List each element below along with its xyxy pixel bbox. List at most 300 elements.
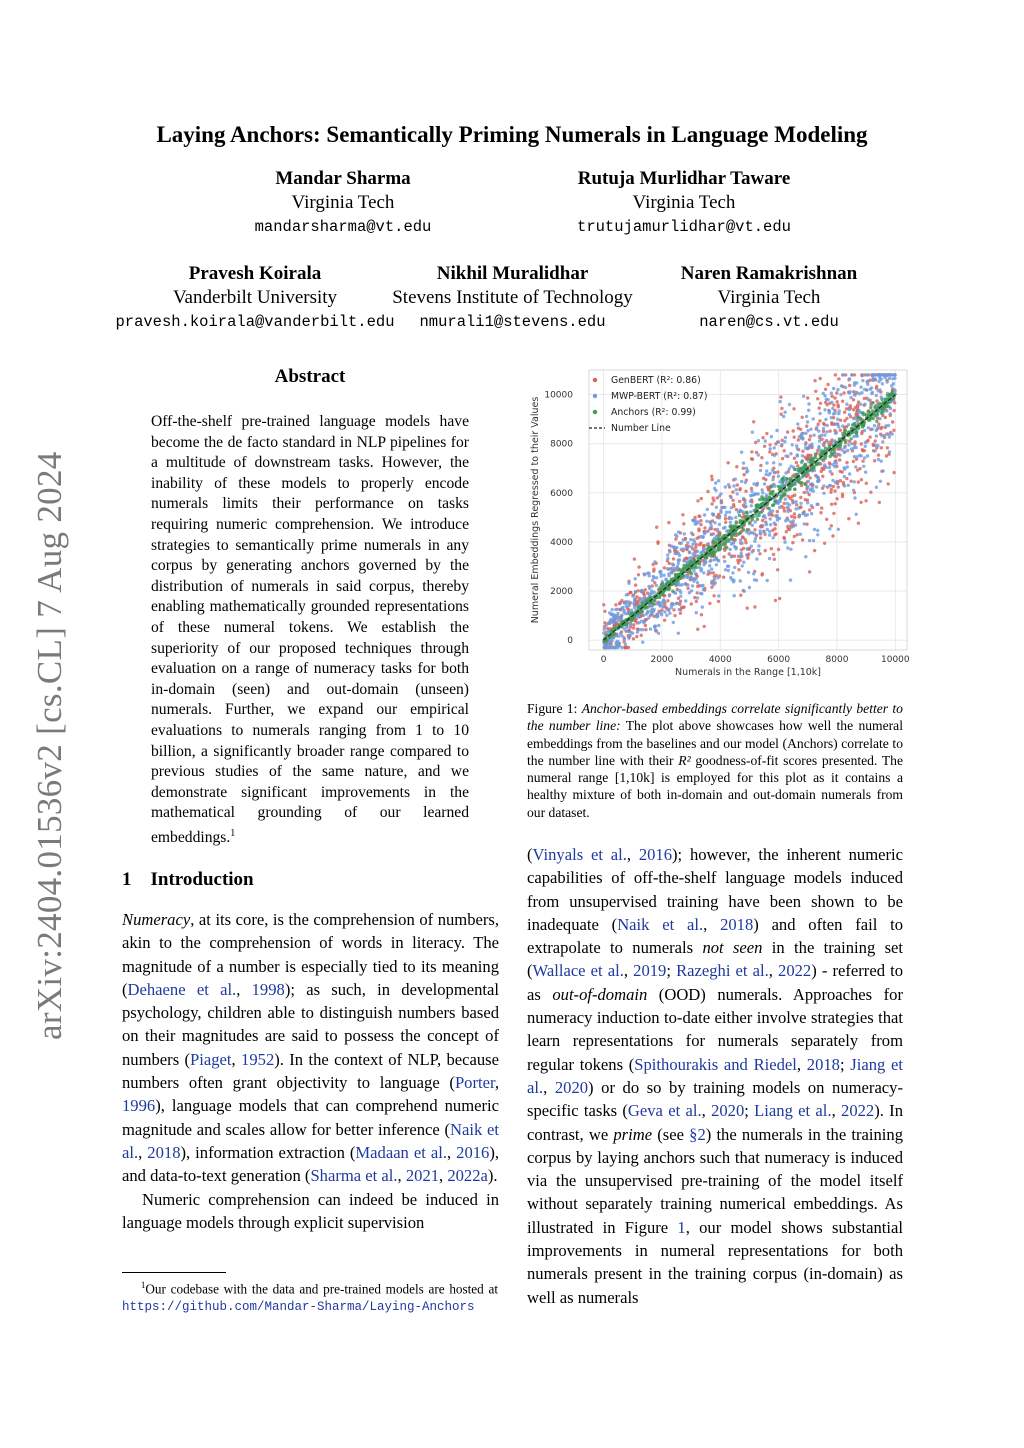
- data-point: [733, 594, 736, 597]
- footnote-marker[interactable]: 1: [230, 827, 236, 839]
- data-point: [700, 613, 703, 616]
- data-point: [749, 510, 752, 513]
- data-point: [710, 567, 713, 570]
- data-point: [701, 605, 704, 608]
- citation-link[interactable]: 2021: [405, 1166, 440, 1186]
- data-point: [849, 437, 852, 440]
- data-point: [627, 646, 630, 649]
- data-point: [750, 450, 753, 453]
- data-point: [777, 548, 780, 551]
- data-point: [722, 542, 725, 545]
- data-point: [814, 453, 817, 456]
- citation-link[interactable]: 1996: [122, 1096, 156, 1116]
- data-point: [694, 572, 697, 575]
- data-point: [768, 496, 771, 499]
- data-point: [834, 373, 837, 376]
- data-point: [775, 429, 778, 432]
- scatter-chart: [525, 362, 920, 684]
- data-point: [820, 506, 823, 509]
- citation-link[interactable]: Razeghi et al.: [676, 961, 769, 981]
- data-point: [825, 466, 828, 469]
- data-point: [722, 576, 725, 579]
- data-point: [771, 468, 774, 471]
- citation-link[interactable]: Liang et al.: [754, 1101, 832, 1121]
- data-point: [863, 403, 866, 406]
- data-point: [832, 403, 835, 406]
- data-point: [831, 463, 834, 466]
- data-point: [755, 504, 758, 507]
- data-point: [773, 446, 776, 449]
- data-point: [709, 521, 712, 524]
- data-point: [800, 481, 803, 484]
- data-point: [812, 460, 815, 463]
- data-point: [828, 527, 831, 530]
- data-point: [859, 385, 862, 388]
- data-point: [658, 596, 661, 599]
- data-point: [774, 599, 777, 602]
- data-point: [672, 608, 675, 611]
- data-point: [800, 434, 803, 437]
- data-point: [603, 610, 606, 613]
- citation-link[interactable]: Geva et al.: [627, 1101, 702, 1121]
- data-point: [624, 643, 627, 646]
- data-point: [813, 379, 816, 382]
- data-point: [667, 608, 670, 611]
- data-point: [847, 517, 850, 520]
- data-point: [781, 457, 784, 460]
- data-point: [703, 544, 706, 547]
- data-point: [826, 398, 829, 401]
- data-point: [784, 436, 787, 439]
- data-point: [795, 503, 798, 506]
- data-point: [634, 577, 637, 580]
- data-point: [768, 450, 771, 453]
- data-point: [653, 560, 656, 563]
- citation-link[interactable]: 2018: [806, 1054, 840, 1074]
- data-point: [837, 377, 840, 380]
- data-point: [836, 418, 839, 421]
- data-point: [864, 445, 867, 448]
- data-point: [852, 460, 855, 463]
- data-point: [765, 432, 768, 435]
- data-point: [863, 397, 866, 400]
- data-point: [622, 610, 625, 613]
- data-point: [689, 538, 692, 541]
- data-point: [646, 572, 649, 575]
- data-point: [768, 443, 771, 446]
- citation-link[interactable]: Wallace et al.: [532, 961, 624, 981]
- data-point: [843, 419, 846, 422]
- data-point: [822, 392, 825, 395]
- data-point: [793, 494, 796, 497]
- data-point: [655, 584, 658, 587]
- data-point: [603, 646, 606, 649]
- data-point: [838, 453, 841, 456]
- citation-link[interactable]: 2020: [554, 1077, 589, 1097]
- data-point: [830, 503, 833, 506]
- data-point: [789, 578, 792, 581]
- data-point: [672, 603, 675, 606]
- data-point: [718, 533, 721, 536]
- data-point: [724, 521, 727, 524]
- data-point: [780, 413, 783, 416]
- x-axis-label: Numerals in the Range [1,10k]: [674, 667, 822, 678]
- data-point: [816, 475, 819, 478]
- data-point: [870, 386, 873, 389]
- data-point: [833, 489, 836, 492]
- data-point: [852, 408, 855, 411]
- data-point: [757, 492, 760, 495]
- citation-link[interactable]: 1952: [241, 1049, 275, 1069]
- data-point: [710, 524, 713, 527]
- data-point: [857, 522, 860, 525]
- data-point: [815, 485, 818, 488]
- data-point: [700, 567, 703, 570]
- data-point: [848, 377, 851, 380]
- data-point: [783, 541, 786, 544]
- data-point: [784, 489, 787, 492]
- data-point: [746, 469, 749, 472]
- data-point: [824, 418, 827, 421]
- citation-link[interactable]: Sharma et al.: [310, 1166, 398, 1186]
- data-point: [739, 538, 742, 541]
- data-point: [696, 585, 699, 588]
- data-point: [642, 572, 645, 575]
- citation-link[interactable]: Madaan et al.: [355, 1142, 447, 1162]
- citation-link[interactable]: 2016: [638, 845, 673, 864]
- data-point: [817, 429, 820, 432]
- abstract-text: Off-the-shelf pre-trained language models have become the de facto standard in NLP pipelines for a multitude of downstream tasks. However, the inability of these models to properly encode numerals limits their performance on tasks requiring numeric comprehension. We introduce strategies to semantically prime numerals in any corpus by generating anchors governed by the distribution of numerals in said corpus, thereby enabling mathematically grounded representations of these numeral tokens. We establish the superiority of our proposed techniques through evaluation on a range of numeracy tasks for both in-domain (seen) and out-domain (unseen) numerals. Further, we expand our empirical evaluations to numerals ranging from 1 to 10 billion, a significantly broader range compared to previous studies of the same nature, and we demonstrate significant improvements in the mathematical grounding of our learned embeddings.$^1$: [151, 413, 469, 847]
- data-point: [866, 439, 869, 442]
- data-point: [729, 548, 732, 551]
- data-point: [825, 518, 828, 521]
- data-point: [650, 613, 653, 616]
- citation-link[interactable]: 2022: [841, 1101, 875, 1121]
- data-point: [843, 411, 846, 414]
- data-point: [678, 602, 681, 605]
- y-tick-label: 10000: [544, 390, 573, 401]
- citation-link[interactable]: Jiang et al.: [527, 1054, 904, 1097]
- data-point: [636, 631, 639, 634]
- data-point: [708, 602, 711, 605]
- citation-link[interactable]: 2018: [720, 914, 754, 934]
- data-point: [771, 493, 774, 496]
- data-point: [732, 525, 735, 528]
- citation-link[interactable]: Porter: [454, 1073, 495, 1093]
- data-point: [804, 463, 807, 466]
- data-point: [713, 521, 716, 524]
- author-name: Nikhil Muralidhar: [436, 263, 589, 284]
- data-point: [842, 373, 845, 376]
- data-point: [627, 602, 630, 605]
- data-point: [672, 582, 675, 585]
- data-point: [786, 546, 789, 549]
- data-point: [724, 485, 727, 488]
- data-point: [756, 518, 759, 521]
- data-point: [666, 599, 669, 602]
- data-point: [791, 541, 794, 544]
- data-point: [806, 486, 809, 489]
- data-point: [620, 646, 623, 649]
- data-point: [806, 396, 809, 399]
- data-point: [602, 603, 605, 606]
- data-point: [740, 542, 743, 545]
- data-point: [847, 484, 850, 487]
- data-point: [712, 571, 715, 574]
- data-point: [853, 383, 856, 386]
- y-tick-label: 2000: [550, 587, 573, 598]
- citation-link[interactable]: Spithourakis and Riedel: [634, 1054, 797, 1074]
- citation-link[interactable]: Piaget: [190, 1049, 232, 1069]
- data-point: [834, 502, 837, 505]
- x-tick-label: 6000: [767, 655, 791, 665]
- data-point: [758, 552, 761, 555]
- data-point: [876, 413, 879, 416]
- data-point: [861, 411, 864, 414]
- data-point: [879, 480, 882, 483]
- data-point: [691, 584, 694, 587]
- data-point: [861, 379, 864, 382]
- data-point: [652, 569, 655, 572]
- data-point: [692, 569, 695, 572]
- author-name: Rutuja Murlidhar Taware: [577, 168, 791, 189]
- data-point: [677, 562, 680, 565]
- data-point: [861, 449, 864, 452]
- data-point: [718, 494, 721, 497]
- citation-link[interactable]: Vinyals et al.: [532, 845, 627, 864]
- data-point: [760, 456, 763, 459]
- data-point: [794, 523, 797, 526]
- data-point: [696, 591, 699, 594]
- data-point: [677, 632, 680, 635]
- data-point: [830, 416, 833, 419]
- data-point: [757, 439, 760, 442]
- data-point: [881, 440, 884, 443]
- data-point: [750, 504, 753, 507]
- data-point: [748, 586, 751, 589]
- data-point: [760, 511, 763, 514]
- data-point: [816, 397, 819, 400]
- data-point: [848, 472, 851, 475]
- data-point: [754, 520, 757, 523]
- data-point: [863, 429, 866, 432]
- data-point: [675, 546, 678, 549]
- data-point: [886, 380, 889, 383]
- data-point: [799, 428, 802, 431]
- data-point: [761, 572, 764, 575]
- data-point: [788, 477, 791, 480]
- citation-link[interactable]: 2018: [147, 1142, 181, 1162]
- data-point: [662, 574, 665, 577]
- data-point: [718, 523, 721, 526]
- data-point: [875, 385, 878, 388]
- data-point: [818, 439, 821, 442]
- citation-link[interactable]: 2022: [778, 961, 812, 981]
- data-point: [804, 498, 807, 501]
- data-point: [651, 584, 654, 587]
- author-affiliation: Virginia Tech: [717, 287, 821, 308]
- data-point: [810, 442, 813, 445]
- data-point: [778, 480, 781, 483]
- author-affiliation: Vanderbilt University: [172, 287, 338, 308]
- data-point: [768, 530, 771, 533]
- data-point: [693, 540, 696, 543]
- data-point: [803, 522, 806, 525]
- data-point: [867, 373, 870, 376]
- data-point: [696, 550, 699, 553]
- data-point: [843, 475, 846, 478]
- data-point: [702, 563, 705, 566]
- data-point: [614, 608, 617, 611]
- data-point: [708, 560, 711, 563]
- data-point: [779, 497, 782, 500]
- data-point: [653, 599, 656, 602]
- data-point: [701, 536, 704, 539]
- data-point: [616, 614, 619, 617]
- data-point: [848, 391, 851, 394]
- data-point: [732, 484, 735, 487]
- data-point: [817, 445, 820, 448]
- data-point: [640, 590, 643, 593]
- data-point: [843, 484, 846, 487]
- data-point: [880, 412, 883, 415]
- data-point: [816, 529, 819, 532]
- data-point: [731, 490, 734, 493]
- data-point: [741, 516, 744, 519]
- figure-link[interactable]: 1: [677, 1217, 686, 1237]
- data-point: [776, 516, 779, 519]
- data-point: [859, 403, 862, 406]
- citation-link[interactable]: 2019: [633, 961, 667, 981]
- citation-link[interactable]: 2022a: [447, 1166, 488, 1186]
- citation-link[interactable]: 2020: [711, 1101, 745, 1121]
- data-point: [727, 483, 730, 486]
- data-point: [779, 400, 782, 403]
- data-point: [700, 592, 703, 595]
- data-point: [725, 529, 728, 532]
- citation-link[interactable]: Naik et al.: [122, 1119, 499, 1162]
- data-point: [732, 579, 735, 582]
- data-point: [712, 583, 715, 586]
- data-point: [729, 576, 732, 579]
- data-point: [841, 424, 844, 427]
- data-point: [769, 517, 772, 520]
- citation-link[interactable]: 2016: [456, 1142, 490, 1162]
- author-email[interactable]: trutujamurlidhar@vt.edu: [577, 218, 791, 236]
- data-point: [633, 606, 636, 609]
- section-link[interactable]: §2: [689, 1124, 706, 1144]
- codebase-link[interactable]: https://github.com/Mandar-Sharma/Laying-Anchors: [122, 1300, 475, 1315]
- data-point: [809, 488, 812, 491]
- data-point: [892, 429, 895, 432]
- data-point: [744, 481, 747, 484]
- data-point: [686, 546, 689, 549]
- data-point: [848, 408, 851, 411]
- data-point: [769, 485, 772, 488]
- data-point: [773, 527, 776, 530]
- data-point: [742, 473, 745, 476]
- data-point: [783, 509, 786, 512]
- data-point: [700, 584, 703, 587]
- data-point: [837, 485, 840, 488]
- data-point: [881, 382, 884, 385]
- citation-link[interactable]: 1998: [251, 979, 285, 999]
- data-point: [830, 395, 833, 398]
- data-point: [845, 403, 848, 406]
- data-point: [618, 602, 621, 605]
- data-point: [873, 424, 876, 427]
- data-point: [792, 500, 795, 503]
- data-point: [732, 503, 735, 506]
- data-point: [843, 466, 846, 469]
- data-point: [723, 560, 726, 563]
- data-point: [817, 462, 820, 465]
- data-point: [892, 471, 895, 474]
- data-point: [625, 604, 628, 607]
- data-point: [838, 409, 841, 412]
- data-point: [752, 572, 755, 575]
- data-point: [849, 480, 852, 483]
- citation-link[interactable]: Dehaene et al.: [127, 979, 237, 999]
- data-point: [631, 594, 634, 597]
- data-point: [745, 511, 748, 514]
- data-point: [821, 475, 824, 478]
- data-point: [860, 478, 863, 481]
- data-point: [871, 391, 874, 394]
- data-point: [845, 461, 848, 464]
- author-email[interactable]: pravesh.koirala@vanderbilt.edu: [115, 313, 395, 331]
- data-point: [627, 582, 630, 585]
- author-email[interactable]: nmurali1@stevens.edu: [419, 313, 606, 331]
- data-point: [891, 420, 894, 423]
- author-email[interactable]: mandarsharma@vt.edu: [254, 218, 432, 236]
- data-point: [888, 373, 891, 376]
- citation-link[interactable]: Naik et al.: [617, 914, 704, 934]
- data-point: [629, 591, 632, 594]
- data-point: [861, 459, 864, 462]
- data-point: [708, 564, 711, 567]
- data-point: [679, 591, 682, 594]
- data-point: [877, 453, 880, 456]
- data-point: [668, 594, 671, 597]
- data-point: [867, 410, 870, 413]
- data-point: [880, 460, 883, 463]
- data-point: [880, 426, 883, 429]
- data-point: [635, 635, 638, 638]
- data-point: [770, 435, 773, 438]
- data-point: [735, 488, 738, 491]
- data-point: [759, 469, 762, 472]
- data-point: [783, 502, 786, 505]
- data-point: [638, 628, 641, 631]
- data-point: [762, 515, 765, 518]
- data-point: [865, 388, 868, 391]
- data-point: [632, 637, 635, 640]
- data-point: [799, 496, 802, 499]
- data-point: [702, 588, 705, 591]
- data-point: [772, 503, 775, 506]
- data-point: [877, 389, 880, 392]
- data-point: [741, 564, 744, 567]
- data-point: [808, 438, 811, 441]
- data-point: [893, 377, 896, 380]
- data-point: [739, 487, 742, 490]
- data-point: [712, 594, 715, 597]
- data-point: [731, 571, 734, 574]
- data-point: [763, 530, 766, 533]
- author-email[interactable]: naren@cs.vt.edu: [699, 313, 839, 331]
- data-point: [787, 495, 790, 498]
